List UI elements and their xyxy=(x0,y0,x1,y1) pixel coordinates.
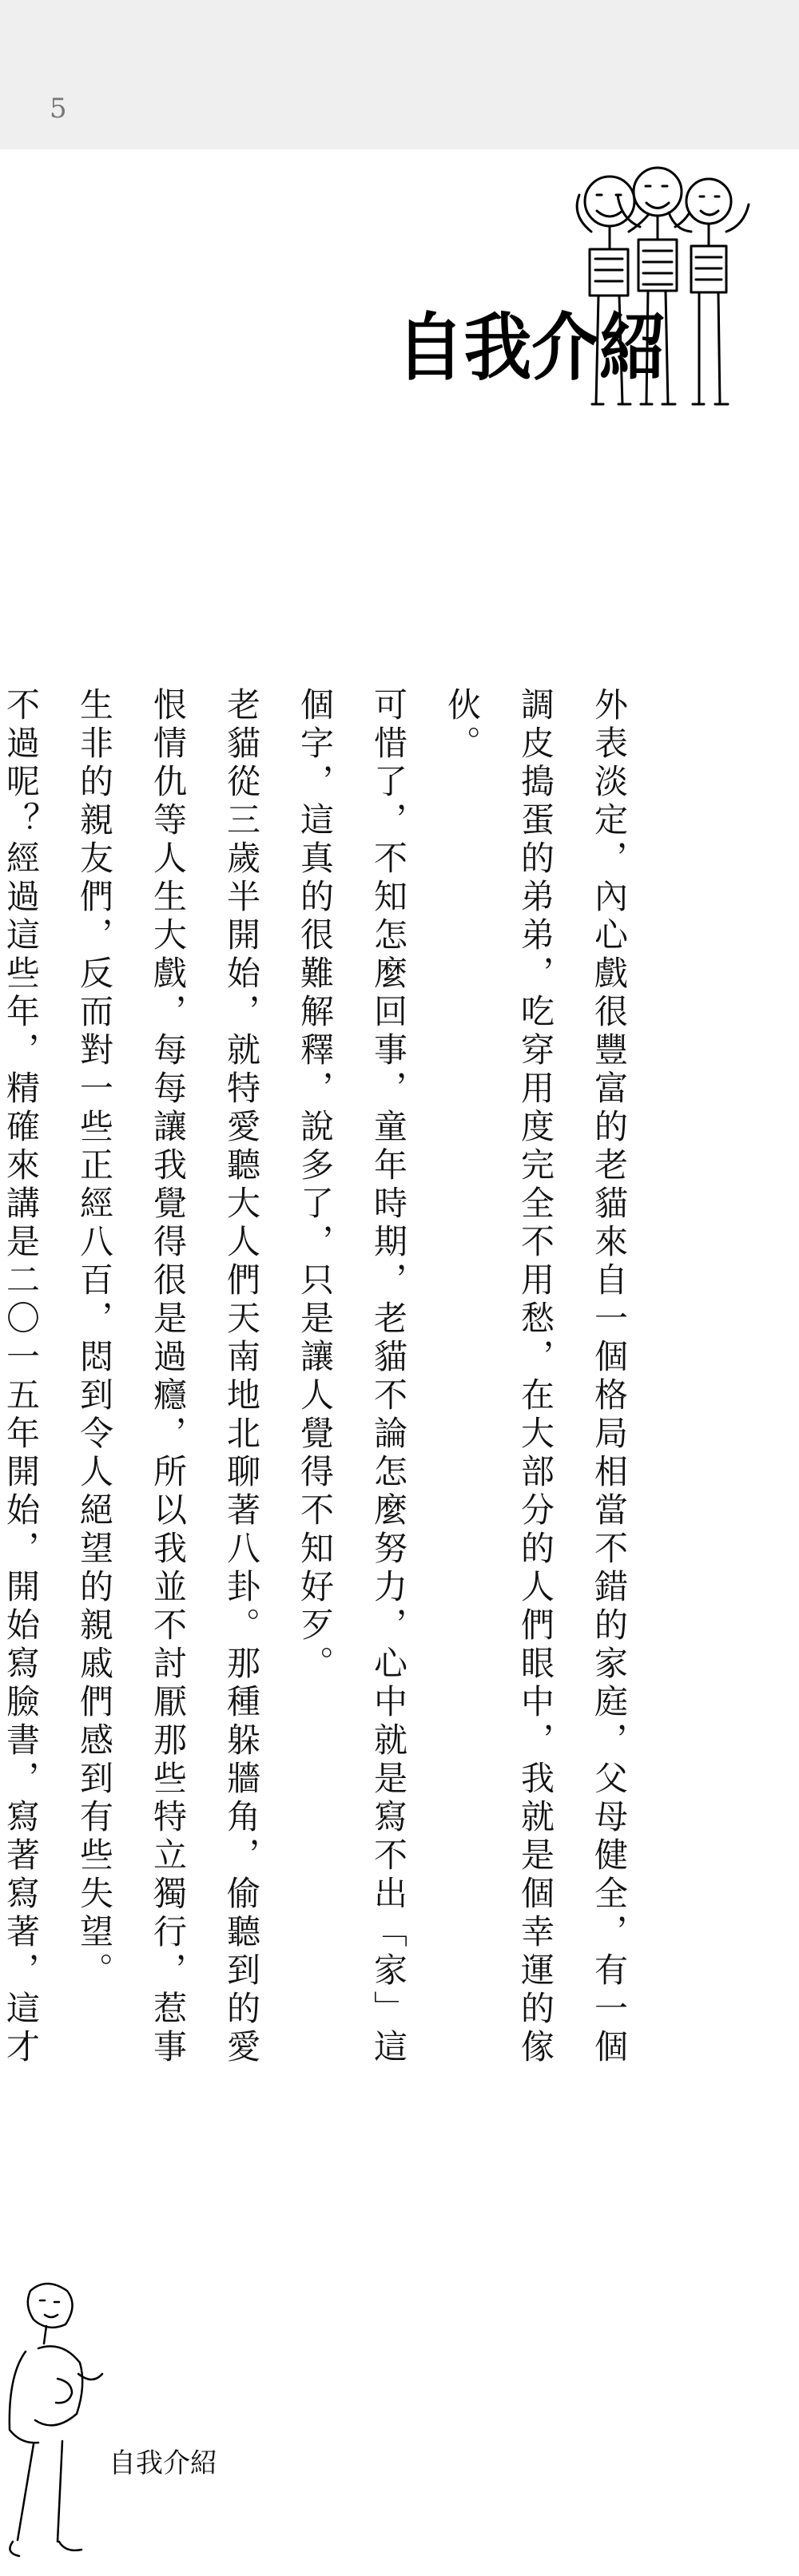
three-figures-illustration xyxy=(563,149,755,420)
page-number: 5 xyxy=(50,93,67,125)
page-title: 自我介紹 xyxy=(396,305,667,391)
chapter-label: 自我介紹 xyxy=(109,2447,217,2479)
vertical-body-text xyxy=(2,687,646,2093)
paragraph-2: 可惜了，不知怎麼回事，童年時期，老貓不論怎麼努力，心中就是寫不出「家」這個字，這真的很難解釋，說多了，只是讓人覺得不知好歹。 xyxy=(296,687,408,2067)
paragraph-4: 不過呢？經過這些年，精確來講是二〇一五年開始，開始寫臉書，寫著寫著，這才 xyxy=(2,687,41,2067)
paragraph-3: 老貓從三歲半開始，就特愛聽大人們天南地北聊著八卦。那種躲牆角，偷聽到的愛恨情仇等人生大戲，每每讓我覺得很是過癮，所以我並不討厭那些特立獨行，惹事生非的親友們，反而對一些正經八百，悶到令人絕望的親戚們感到有些失望。 xyxy=(75,687,261,2067)
page-header-band xyxy=(0,0,799,149)
paragraph-1: 外表淡定，內心戲很豐富的老貓來自一個格局相當不錯的家庭，父母健全，有一個調皮搗蛋的弟弟，吃穿用度完全不用愁，在大部分的人們眼中，我就是個幸運的傢伙。 xyxy=(443,687,629,2067)
walking-person-illustration xyxy=(0,2268,108,2576)
